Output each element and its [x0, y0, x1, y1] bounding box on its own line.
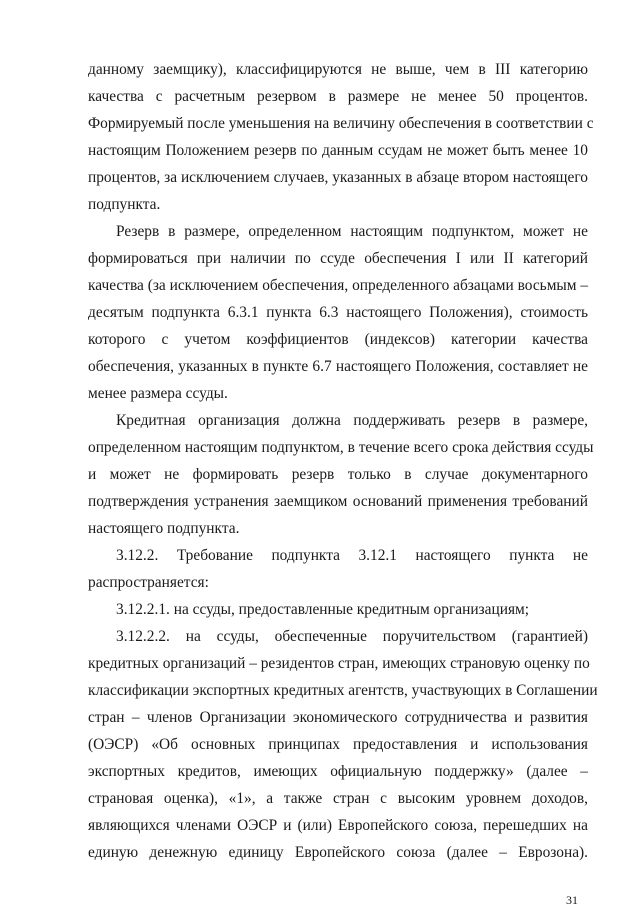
text-line-25: стран – членов Организации экономического сотрудничества и развития: [88, 709, 588, 726]
text-line-23: кредитных организаций – резидентов стран, имеющих страновую оценку по: [88, 655, 590, 672]
text-line-2: качества с расчетным резервом в размере не менее 50 процентов.: [88, 88, 588, 105]
text-line-7: Резерв в размере, определенном настоящим подпунктом, может не: [116, 223, 588, 240]
text-line-24: классификации экспортных кредитных агентств, участвующих в Соглашении: [88, 682, 598, 699]
text-line-11: которого с учетом коэффициентов (индексов) категории качества: [88, 331, 588, 348]
text-line-5: процентов, за исключением случаев, указанных в абзаце втором настоящего: [88, 169, 588, 186]
text-line-30: единую денежную единицу Европейского союза (далее – Еврозона).: [88, 844, 588, 861]
text-line-29: являющихся членами ОЭСР и (или) Европейского союза, перешедших на: [88, 817, 588, 834]
text-line-16: и может не формировать резерв только в случае документарного: [88, 466, 588, 483]
text-line-28: страновая оценка), «1», а также стран с высоким уровнем доходов,: [88, 790, 588, 807]
page-number: 31: [566, 893, 578, 907]
text-line-19: 3.12.2. Требование подпункта 3.12.1 настоящего пункта не: [116, 547, 588, 564]
text-line-15: определенном настоящим подпунктом, в течение всего срока действия ссуды: [88, 439, 594, 456]
text-line-10: десятым подпункта 6.3.1 пункта 6.3 настоящего Положения), стоимость: [88, 304, 588, 321]
text-line-12: обеспечения, указанных в пункте 6.7 настоящего Положения, составляет не: [88, 358, 588, 375]
text-line-6: подпункта.: [88, 196, 161, 213]
text-line-3: Формируемый после уменьшения на величину обеспечения в соответствии с: [88, 115, 594, 132]
text-line-13: менее размера ссуды.: [88, 385, 228, 402]
text-line-18: настоящего подпункта.: [88, 520, 240, 537]
text-line-9: качества (за исключением обеспечения, определенного абзацами восьмым –: [88, 277, 589, 294]
text-line-26: (ОЭСР) «Об основных принципах предоставления и использования: [88, 736, 588, 753]
text-line-1: данному заемщику), классифицируются не выше, чем в III категорию: [88, 61, 588, 78]
text-line-21: 3.12.2.1. на ссуды, предоставленные кредитным организациям;: [116, 601, 530, 618]
text-line-27: экспортных кредитов, имеющих официальную поддержку» (далее –: [88, 763, 588, 780]
text-line-22: 3.12.2.2. на ссуды, обеспеченные поручительством (гарантией): [116, 628, 588, 645]
text-line-14: Кредитная организация должна поддерживать резерв в размере,: [116, 412, 588, 429]
text-line-8: формироваться при наличии по ссуде обеспечения I или II категорий: [88, 250, 588, 267]
text-line-17: подтверждения устранения заемщиком оснований применения требований: [88, 493, 588, 510]
text-line-4: настоящим Положением резерв по данным ссудам не может быть менее 10: [88, 142, 588, 159]
text-line-20: распространяется:: [88, 574, 209, 591]
